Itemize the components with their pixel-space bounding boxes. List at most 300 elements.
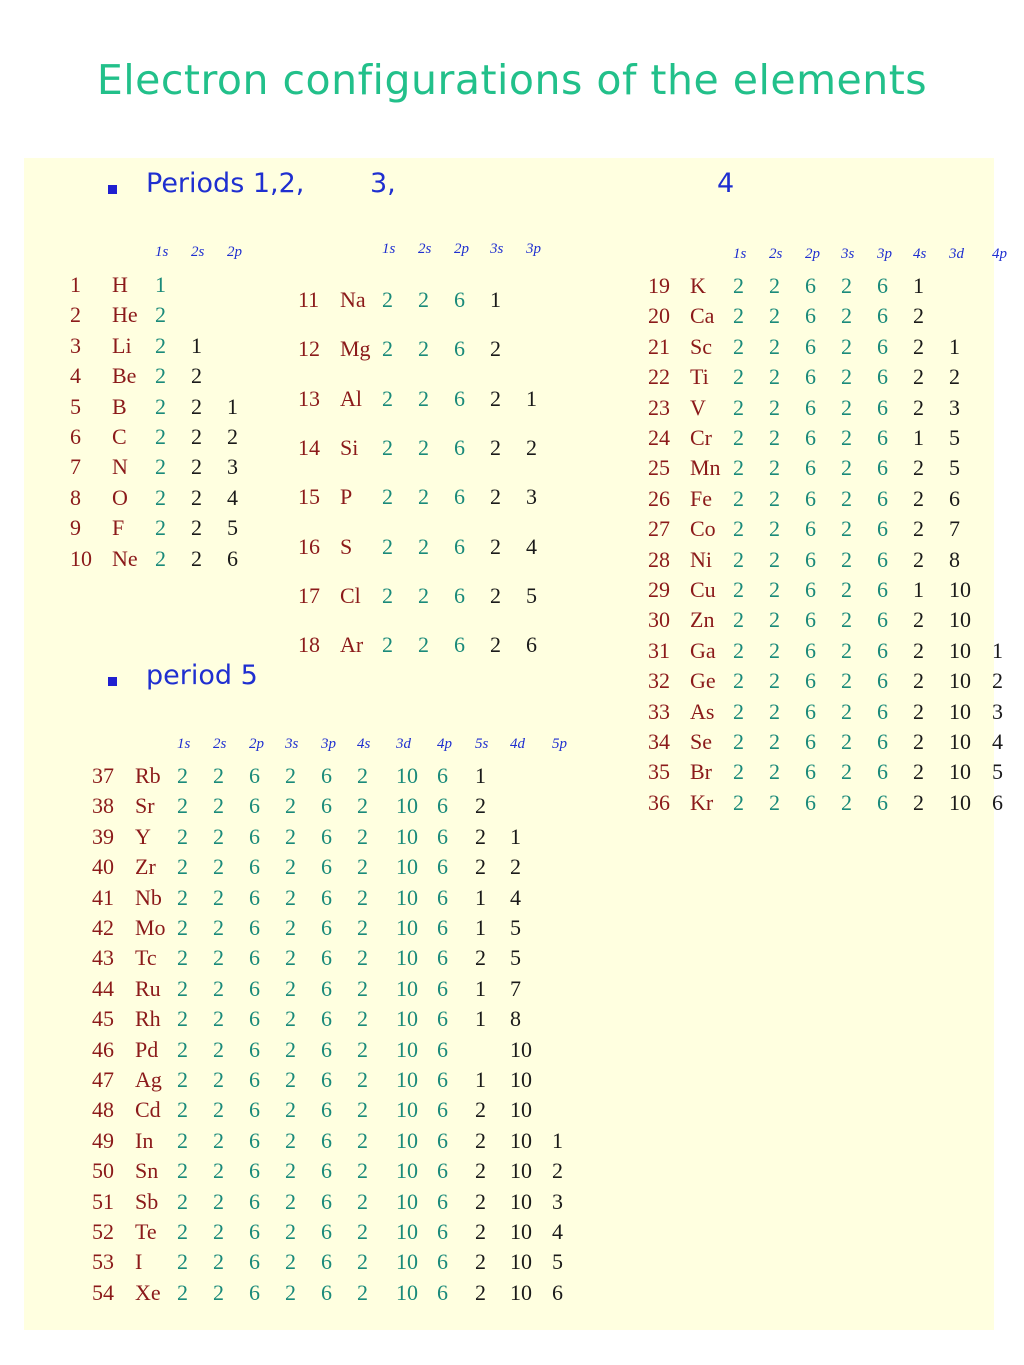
electron-count-1s: 2 — [177, 884, 188, 910]
atomic-number: 12 — [298, 336, 320, 362]
electron-count-1s: 2 — [155, 332, 166, 358]
electron-count-1s: 2 — [177, 1188, 188, 1214]
element-symbol: Cu — [690, 577, 716, 602]
orbital-header-3d: 3d — [949, 246, 964, 262]
electron-count-2s: 2 — [213, 1158, 224, 1184]
electron-count-2p: 5 — [227, 515, 238, 541]
element-symbol: Xe — [135, 1279, 161, 1305]
electron-count-1s: 2 — [177, 945, 188, 971]
electron-count-2s: 2 — [418, 287, 429, 312]
electron-count-3p: 6 — [321, 915, 332, 940]
electron-count-4s: 2 — [357, 854, 368, 880]
electron-count-3p: 6 — [877, 789, 888, 815]
electron-count-4s: 2 — [357, 1279, 368, 1305]
electron-count-4p: 6 — [437, 1249, 448, 1275]
electron-count-1s: 2 — [382, 287, 393, 312]
electron-count-1s: 2 — [177, 1127, 188, 1153]
electron-count-4s: 2 — [357, 1097, 368, 1123]
atomic-number: 19 — [648, 273, 670, 298]
atomic-number: 43 — [92, 945, 114, 971]
electron-count-3p: 6 — [321, 1127, 332, 1153]
electron-count-5s: 1 — [475, 1067, 486, 1092]
electron-count-5s: 2 — [475, 854, 486, 880]
atomic-number: 13 — [298, 385, 320, 411]
electron-count-2p: 6 — [805, 455, 816, 481]
electron-count-4s: 2 — [357, 1006, 368, 1032]
electron-count-1s: 2 — [177, 793, 188, 819]
electron-count-3d: 10 — [396, 1219, 418, 1244]
electron-count-2s: 2 — [769, 729, 780, 754]
electron-count-3p: 6 — [877, 364, 888, 390]
electron-count-2p: 6 — [454, 632, 465, 658]
electron-count-1s: 2 — [177, 1097, 188, 1123]
electron-count-4s: 2 — [913, 729, 924, 754]
electron-count-3s: 2 — [841, 303, 852, 329]
electron-count-3p: 6 — [321, 1219, 332, 1244]
electron-count-2s: 2 — [769, 455, 780, 481]
electron-count-3d: 10 — [949, 789, 971, 815]
electron-count-5s: 2 — [475, 823, 486, 849]
electron-count-2p: 2 — [227, 424, 238, 449]
electron-count-4s: 2 — [913, 668, 924, 694]
element-symbol: Ca — [690, 303, 715, 329]
electron-count-2p: 6 — [249, 1067, 260, 1092]
element-symbol: Ga — [690, 637, 716, 663]
electron-count-3d: 10 — [949, 607, 971, 633]
electron-count-1s: 2 — [733, 759, 744, 785]
electron-count-3d: 10 — [396, 1067, 418, 1092]
electron-count-5s: 1 — [475, 763, 486, 788]
electron-count-1s: 2 — [733, 789, 744, 815]
atomic-number: 15 — [298, 484, 320, 510]
atomic-number: 21 — [648, 333, 670, 359]
atomic-number: 25 — [648, 455, 670, 481]
electron-count-3p: 6 — [321, 763, 332, 788]
electron-count-1s: 2 — [733, 485, 744, 511]
electron-count-3d: 3 — [949, 394, 960, 420]
atomic-number: 3 — [70, 332, 81, 358]
electron-count-1s: 2 — [733, 607, 744, 633]
orbital-header-3s: 3s — [841, 246, 855, 262]
element-symbol: Br — [690, 759, 712, 785]
electron-count-2s: 2 — [213, 854, 224, 880]
electron-count-2p: 6 — [249, 945, 260, 971]
electron-count-5p: 5 — [552, 1249, 563, 1275]
electron-count-3s: 2 — [841, 698, 852, 724]
page-title: Electron configurations of the elements — [96, 56, 928, 104]
atomic-number: 47 — [92, 1067, 114, 1092]
electron-count-2p: 6 — [805, 668, 816, 694]
electron-count-4p: 4 — [992, 729, 1003, 754]
electron-count-3s: 2 — [285, 975, 296, 1001]
atomic-number: 37 — [92, 763, 114, 788]
electron-count-5s: 1 — [475, 915, 486, 940]
element-symbol: Se — [690, 729, 712, 754]
element-symbol: Pd — [135, 1036, 159, 1062]
electron-count-2s: 2 — [418, 582, 429, 608]
element-symbol: K — [690, 273, 706, 298]
electron-count-1s: 2 — [733, 303, 744, 329]
orbital-header-5s: 5s — [475, 736, 489, 752]
atomic-number: 46 — [92, 1036, 114, 1062]
atomic-number: 52 — [92, 1219, 114, 1244]
orbital-header-2p: 2p — [454, 241, 469, 257]
electron-count-3p: 6 — [877, 394, 888, 420]
orbital-header-3p: 3p — [526, 241, 541, 257]
electron-count-4d: 5 — [510, 915, 521, 940]
electron-count-4p: 6 — [437, 763, 448, 788]
electron-count-3s: 2 — [285, 915, 296, 940]
electron-count-4s: 2 — [913, 455, 924, 481]
electron-count-2s: 2 — [769, 273, 780, 298]
electron-count-3s: 2 — [285, 1279, 296, 1305]
electron-count-3d: 5 — [949, 425, 960, 450]
electron-count-2p: 6 — [249, 1249, 260, 1275]
electron-count-1s: 2 — [733, 273, 744, 298]
electron-count-3d: 10 — [949, 637, 971, 663]
electron-count-5s: 2 — [475, 1127, 486, 1153]
electron-count-3p: 6 — [321, 1097, 332, 1123]
electron-count-2s: 2 — [213, 823, 224, 849]
electron-count-4s: 2 — [357, 823, 368, 849]
electron-count-3s: 2 — [841, 789, 852, 815]
element-symbol: Kr — [690, 789, 714, 815]
electron-count-1s: 2 — [733, 729, 744, 754]
atomic-number: 4 — [70, 363, 81, 389]
electron-count-2p: 6 — [249, 1097, 260, 1123]
electron-count-2p: 6 — [249, 1158, 260, 1184]
electron-count-3s: 2 — [841, 607, 852, 633]
atomic-number: 23 — [648, 394, 670, 420]
orbital-header-3d: 3d — [396, 736, 411, 752]
electron-count-3p: 6 — [877, 729, 888, 754]
element-symbol: Be — [112, 363, 137, 389]
electron-count-3d: 1 — [949, 333, 960, 359]
electron-count-3d: 10 — [396, 1036, 418, 1062]
electron-count-2s: 2 — [769, 789, 780, 815]
electron-count-3p: 6 — [321, 975, 332, 1001]
electron-count-3s: 2 — [285, 1067, 296, 1092]
orbital-header-3p: 3p — [321, 736, 336, 752]
electron-count-1s: 2 — [155, 545, 166, 571]
electron-count-3s: 2 — [841, 394, 852, 420]
bullet-square-icon — [108, 185, 117, 194]
electron-count-4s: 2 — [913, 607, 924, 633]
electron-count-3p: 5 — [526, 582, 537, 608]
electron-count-2s: 2 — [213, 1067, 224, 1092]
electron-count-4s: 2 — [913, 303, 924, 329]
electron-count-3d: 10 — [396, 1006, 418, 1032]
electron-count-2p: 4 — [227, 484, 238, 510]
element-symbol: O — [112, 484, 128, 510]
electron-count-1s: 2 — [155, 363, 166, 389]
electron-count-3p: 6 — [321, 793, 332, 819]
electron-count-3p: 4 — [526, 533, 537, 559]
electron-count-4s: 2 — [913, 394, 924, 420]
period3-label: 3, — [370, 168, 396, 199]
element-symbol: Cl — [340, 582, 361, 608]
electron-count-1s: 2 — [177, 1279, 188, 1305]
electron-count-4p: 6 — [437, 793, 448, 819]
electron-count-1s: 2 — [382, 434, 393, 460]
electron-count-5s: 2 — [475, 1219, 486, 1244]
electron-count-3s: 2 — [841, 364, 852, 390]
electron-count-1s: 2 — [155, 302, 166, 328]
element-symbol: B — [112, 393, 127, 419]
atomic-number: 10 — [70, 545, 92, 571]
orbital-header-4p: 4p — [437, 736, 452, 752]
electron-count-3p: 6 — [877, 455, 888, 481]
electron-count-4s: 2 — [357, 1188, 368, 1214]
electron-count-1s: 2 — [382, 336, 393, 362]
electron-count-2p: 6 — [249, 1219, 260, 1244]
electron-count-1s: 2 — [733, 333, 744, 359]
electron-count-1s: 2 — [733, 425, 744, 450]
electron-count-4s: 2 — [913, 637, 924, 663]
electron-count-3s: 2 — [285, 1006, 296, 1032]
electron-count-2p: 6 — [805, 698, 816, 724]
electron-count-4s: 2 — [357, 1249, 368, 1275]
electron-count-2s: 2 — [213, 884, 224, 910]
electron-count-4s: 2 — [357, 884, 368, 910]
orbital-header-2s: 2s — [769, 246, 783, 262]
electron-count-3s: 2 — [841, 333, 852, 359]
electron-count-1s: 2 — [382, 484, 393, 510]
electron-count-3s: 2 — [490, 533, 501, 559]
electron-count-2p: 6 — [249, 884, 260, 910]
electron-count-1s: 2 — [177, 823, 188, 849]
electron-count-3s: 2 — [285, 884, 296, 910]
atomic-number: 38 — [92, 793, 114, 819]
atomic-number: 41 — [92, 884, 114, 910]
electron-count-2p: 6 — [805, 637, 816, 663]
electron-count-2p: 6 — [249, 975, 260, 1001]
element-symbol: F — [112, 515, 125, 541]
electron-count-1s: 2 — [382, 385, 393, 411]
atomic-number: 8 — [70, 484, 81, 510]
electron-count-3d: 10 — [949, 577, 971, 602]
electron-count-3s: 2 — [490, 632, 501, 658]
electron-count-3s: 2 — [841, 485, 852, 511]
element-symbol: C — [112, 424, 127, 449]
element-symbol: Sr — [135, 793, 155, 819]
electron-count-2p: 6 — [805, 364, 816, 390]
electron-count-3s: 2 — [285, 1249, 296, 1275]
electron-count-4s: 2 — [913, 333, 924, 359]
electron-count-2s: 2 — [769, 394, 780, 420]
electron-count-3p: 6 — [877, 637, 888, 663]
orbital-header-2p: 2p — [227, 244, 242, 260]
electron-count-4d: 10 — [510, 1097, 532, 1123]
electron-count-4s: 2 — [357, 1067, 368, 1092]
electron-count-2p: 6 — [249, 763, 260, 788]
atomic-number: 22 — [648, 364, 670, 390]
electron-count-1s: 2 — [733, 668, 744, 694]
electron-count-3s: 2 — [285, 1127, 296, 1153]
electron-count-4p: 6 — [437, 854, 448, 880]
electron-count-2p: 6 — [249, 1006, 260, 1032]
electron-count-1s: 2 — [382, 582, 393, 608]
electron-count-4d: 10 — [510, 1219, 532, 1244]
electron-count-4p: 6 — [437, 1006, 448, 1032]
electron-count-4p: 3 — [992, 698, 1003, 724]
electron-count-3d: 10 — [396, 1188, 418, 1214]
element-symbol: Mn — [690, 455, 721, 481]
electron-count-3p: 6 — [877, 425, 888, 450]
electron-count-3s: 2 — [841, 273, 852, 298]
electron-count-3d: 10 — [396, 763, 418, 788]
electron-count-2s: 2 — [191, 454, 202, 480]
electron-count-4p: 6 — [437, 1067, 448, 1092]
electron-count-2s: 2 — [769, 637, 780, 663]
electron-count-2p: 6 — [805, 789, 816, 815]
element-symbol: Sn — [135, 1158, 159, 1184]
electron-count-2p: 6 — [805, 485, 816, 511]
electron-count-3s: 2 — [841, 637, 852, 663]
electron-count-1s: 2 — [155, 393, 166, 419]
orbital-header-2p: 2p — [805, 246, 820, 262]
electron-count-1s: 2 — [733, 546, 744, 572]
electron-count-2s: 2 — [191, 515, 202, 541]
electron-count-4d: 10 — [510, 1279, 532, 1305]
electron-count-3s: 2 — [490, 336, 501, 362]
electron-count-3p: 1 — [526, 385, 537, 411]
electron-count-3d: 10 — [396, 1097, 418, 1123]
atomic-number: 45 — [92, 1006, 114, 1032]
electron-count-1s: 2 — [177, 763, 188, 788]
electron-count-5p: 4 — [552, 1219, 563, 1244]
electron-count-3p: 6 — [877, 759, 888, 785]
electron-count-3p: 6 — [321, 945, 332, 971]
electron-count-2p: 6 — [805, 729, 816, 754]
atomic-number: 30 — [648, 607, 670, 633]
electron-count-2s: 2 — [191, 393, 202, 419]
bullet-square-icon — [108, 677, 117, 686]
orbital-header-4d: 4d — [510, 736, 525, 752]
electron-count-4s: 2 — [913, 364, 924, 390]
electron-count-4s: 2 — [357, 763, 368, 788]
electron-count-2s: 2 — [769, 607, 780, 633]
atomic-number: 29 — [648, 577, 670, 602]
element-symbol: P — [340, 484, 353, 510]
element-symbol: Rh — [135, 1006, 161, 1032]
electron-count-3s: 2 — [841, 516, 852, 542]
electron-count-4p: 5 — [992, 759, 1003, 785]
electron-count-4s: 2 — [357, 1219, 368, 1244]
electron-count-4s: 2 — [913, 546, 924, 572]
orbital-header-2s: 2s — [213, 736, 227, 752]
electron-count-2s: 1 — [191, 332, 202, 358]
electron-count-2p: 6 — [249, 1127, 260, 1153]
electron-count-4s: 2 — [913, 485, 924, 511]
electron-count-3p: 6 — [321, 1036, 332, 1062]
electron-count-3d: 8 — [949, 546, 960, 572]
electron-count-4d: 8 — [510, 1006, 521, 1032]
atomic-number: 5 — [70, 393, 81, 419]
atomic-number: 40 — [92, 854, 114, 880]
electron-count-2p: 1 — [227, 393, 238, 419]
electron-count-5s: 2 — [475, 1158, 486, 1184]
element-symbol: Al — [340, 385, 362, 411]
electron-count-4s: 2 — [357, 1158, 368, 1184]
electron-count-3d: 10 — [396, 1279, 418, 1305]
element-symbol: I — [135, 1249, 143, 1275]
content-panel — [24, 158, 1007, 1330]
electron-count-2p: 6 — [249, 793, 260, 819]
element-symbol: Mo — [135, 915, 166, 940]
electron-count-4d: 2 — [510, 854, 521, 880]
electron-count-2p: 6 — [805, 425, 816, 450]
electron-count-3d: 10 — [949, 729, 971, 754]
electron-count-2s: 2 — [191, 424, 202, 449]
electron-count-5s: 2 — [475, 1188, 486, 1214]
electron-count-4p: 6 — [437, 915, 448, 940]
electron-count-2s: 2 — [213, 1097, 224, 1123]
electron-count-4d: 10 — [510, 1158, 532, 1184]
atomic-number: 14 — [298, 434, 320, 460]
electron-count-4s: 2 — [357, 1127, 368, 1153]
electron-count-2s: 2 — [418, 632, 429, 658]
electron-count-2s: 2 — [418, 533, 429, 559]
orbital-header-1s: 1s — [177, 736, 191, 752]
atomic-number: 54 — [92, 1279, 114, 1305]
electron-count-3d: 10 — [396, 854, 418, 880]
electron-count-3s: 2 — [285, 1158, 296, 1184]
electron-count-5s: 2 — [475, 1279, 486, 1305]
electron-count-2p: 6 — [227, 545, 238, 571]
electron-count-2s: 2 — [213, 1249, 224, 1275]
electron-count-5p: 3 — [552, 1188, 563, 1214]
atomic-number: 17 — [298, 582, 320, 608]
electron-count-2s: 2 — [213, 945, 224, 971]
electron-count-3p: 6 — [877, 516, 888, 542]
electron-count-2p: 6 — [454, 533, 465, 559]
electron-count-3s: 2 — [285, 1097, 296, 1123]
atomic-number: 51 — [92, 1188, 114, 1214]
orbital-header-2s: 2s — [418, 241, 432, 257]
electron-count-1s: 2 — [177, 975, 188, 1001]
electron-count-5s: 2 — [475, 1249, 486, 1275]
electron-count-2p: 6 — [805, 759, 816, 785]
element-symbol: Ge — [690, 668, 716, 694]
electron-count-2p: 6 — [249, 823, 260, 849]
electron-count-4s: 1 — [913, 577, 924, 602]
electron-count-3p: 6 — [321, 854, 332, 880]
electron-count-3p: 6 — [321, 1067, 332, 1092]
electron-count-3s: 2 — [285, 793, 296, 819]
electron-count-1s: 2 — [177, 854, 188, 880]
electron-count-2s: 2 — [213, 975, 224, 1001]
electron-count-4d: 1 — [510, 823, 521, 849]
element-symbol: Ar — [340, 632, 364, 658]
electron-count-4s: 2 — [357, 1036, 368, 1062]
electron-count-1s: 2 — [177, 1219, 188, 1244]
electron-count-2s: 2 — [769, 698, 780, 724]
orbital-header-4s: 4s — [357, 736, 371, 752]
electron-count-3d: 10 — [949, 759, 971, 785]
atomic-number: 33 — [648, 698, 670, 724]
electron-count-2s: 2 — [191, 484, 202, 510]
electron-count-3s: 2 — [285, 945, 296, 971]
electron-count-2p: 6 — [805, 546, 816, 572]
electron-count-3p: 6 — [321, 1158, 332, 1184]
atomic-number: 18 — [298, 632, 320, 658]
element-symbol: Zr — [135, 854, 156, 880]
electron-count-1s: 2 — [733, 394, 744, 420]
electron-count-3p: 6 — [877, 607, 888, 633]
electron-count-2s: 2 — [769, 364, 780, 390]
electron-count-5p: 6 — [552, 1279, 563, 1305]
